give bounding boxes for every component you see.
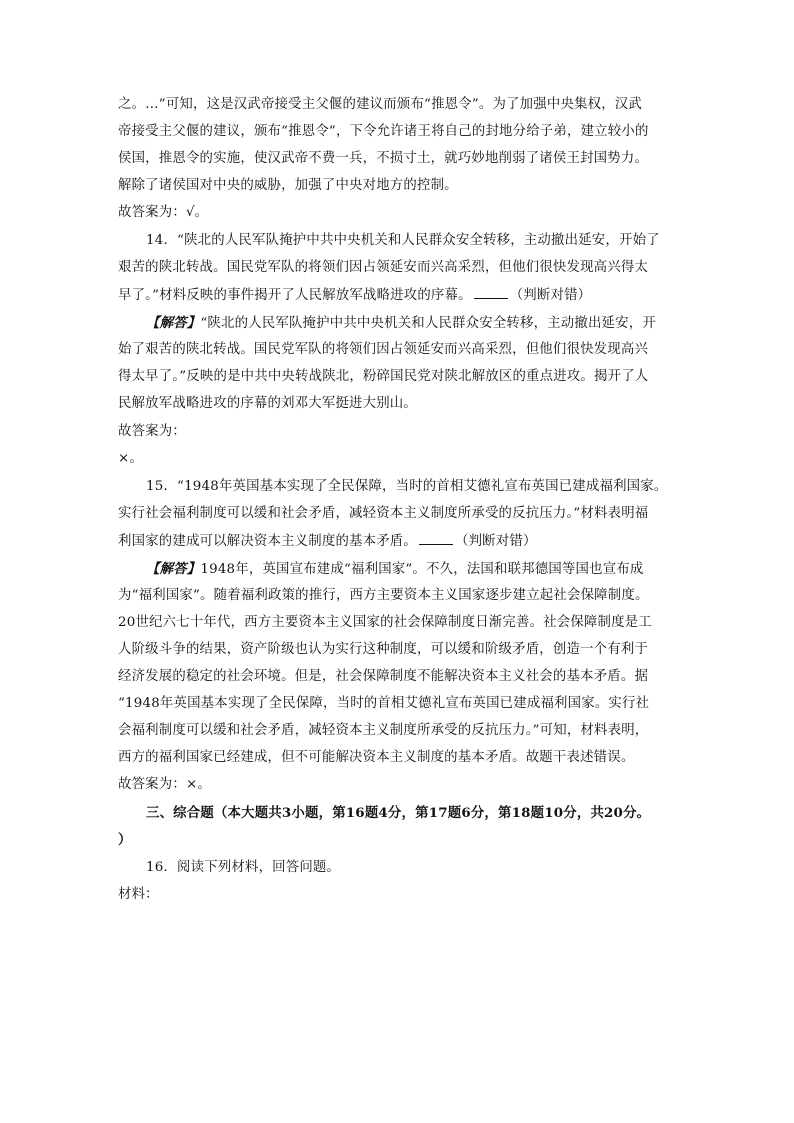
q14-question-line-3 [118,286,591,305]
answer-blank [419,532,453,545]
q13-text-line-2: 帝接受主父偃的建议，颁布“推恩令”，下令允许诸王将自己的封地分给子弟，建立较小的 [118,124,649,139]
q15-explanation-line-6: “1948年英国基本实现了全民保障，当时的首相艾德礼宣布英国已建成福利国家。实行社 [118,696,650,711]
q13-text-line-3: 侯国，推恩令的实施，使汉武帝不费一兵，不损寸土，就巧妙地削弱了诸侯王封国势力。 [118,151,649,166]
q14-answer-value: ×。 [118,451,144,466]
q14-explanation-line-1 [146,314,656,333]
q14-question-text: 早了。”材料反映的事件揭开了人民解放军战略进攻的序幕。 [118,288,472,303]
q15-question-line-2: 实行社会福利制度可以缓和社会矛盾，减轻资本主义制度所承受的反抗压力。”材料表明福 [118,506,649,521]
judge-hint: （判断对错） [455,534,537,549]
q15-explanation-line-1 [146,560,643,579]
q14-question-line-1: 14．“陕北的人民军队掩护中共中央机关和人民群众安全转移，主动撤出延安，开始了 [146,233,660,248]
q13-text-line-1: 之。…”可知，这是汉武帝接受主父偃的建议而颁布“推恩令”。为了加强中央集权，汉武 [118,97,642,112]
q14-explanation-text: “陕北的人民军队掩护中共中央机关和人民群众安全转移，主动撤出延安，开 [200,316,656,331]
q15-explanation-text: 1948年，英国宣布建成“福利国家”。不久，法国和联邦德国等国也宣布成 [200,562,644,577]
q15-explanation-line-2: 为“福利国家”。随着福利政策的推行，西方主要资本主义国家逐步建立起社会保障制度。 [118,588,649,603]
q14-explanation-line-2: 始了艰苦的陕北转战。国民党军队的将领们因占领延安而兴高采烈，但他们很快发现高兴 [118,342,649,357]
q16-material-label: 材料： [118,887,159,902]
q15-explanation-line-5: 经济发展的稳定的社会环境。但是，社会保障制度不能解决资本主义社会的基本矛盾。据 [118,669,649,684]
section-heading-continued: ） [118,832,132,848]
section-heading: 三、综合题（本大题共3小题，第16题4分，第17题6分，第18题10分，共20分。 [146,805,651,821]
q13-answer: 故答案为：√。 [118,205,209,220]
judge-hint: （判断对错） [509,288,592,303]
solution-tag: 【解答】 [146,561,201,577]
q14-explanation-line-3: 得太早了。”反映的是中共中央转战陕北，粉碎国民党对陕北解放区的重点进攻。揭开了人 [118,369,649,384]
q14-explanation-line-4: 民解放军战略进攻的序幕的刘邓大军挺进大别山。 [118,396,417,411]
q15-explanation-line-7: 会福利制度可以缓和社会矛盾，减轻资本主义制度所承受的反抗压力。”可知，材料表明， [118,723,649,738]
q15-explanation-line-3: 20世纪六七十年代，西方主要资本主义国家的社会保障制度日渐完善。社会保障制度是工 [118,615,652,630]
q14-question-line-2: 艰苦的陕北转战。国民党军队的将领们因占领延安而兴高采烈，但他们很快发现高兴得太 [118,260,649,275]
q15-question-line-3 [118,532,537,551]
q13-text-line-4: 解除了诸侯国对中央的威胁，加强了中央对地方的控制。 [118,178,458,193]
q16-question: 16．阅读下列材料，回答问题。 [146,860,341,875]
answer-blank [474,286,508,299]
solution-tag: 【解答】 [146,315,201,331]
q15-explanation-line-8: 西方的福利国家已经建成，但不可能解决资本主义制度的基本矛盾。故题干表述错误。 [118,750,635,765]
q15-question-text: 利国家的建成可以解决资本主义制度的基本矛盾。 [118,534,417,549]
q15-question-line-1: 15．“1948年英国基本实现了全民保障，当时的首相艾德礼宣布英国已建成福利国家。 [146,479,668,494]
q15-explanation-line-4: 人阶级斗争的结果，资产阶级也认为实行这种制度，可以缓和阶级矛盾，创造一个有利于 [118,642,649,657]
q15-answer: 故答案为：×。 [118,777,211,792]
q14-answer-label: 故答案为： [118,424,186,439]
